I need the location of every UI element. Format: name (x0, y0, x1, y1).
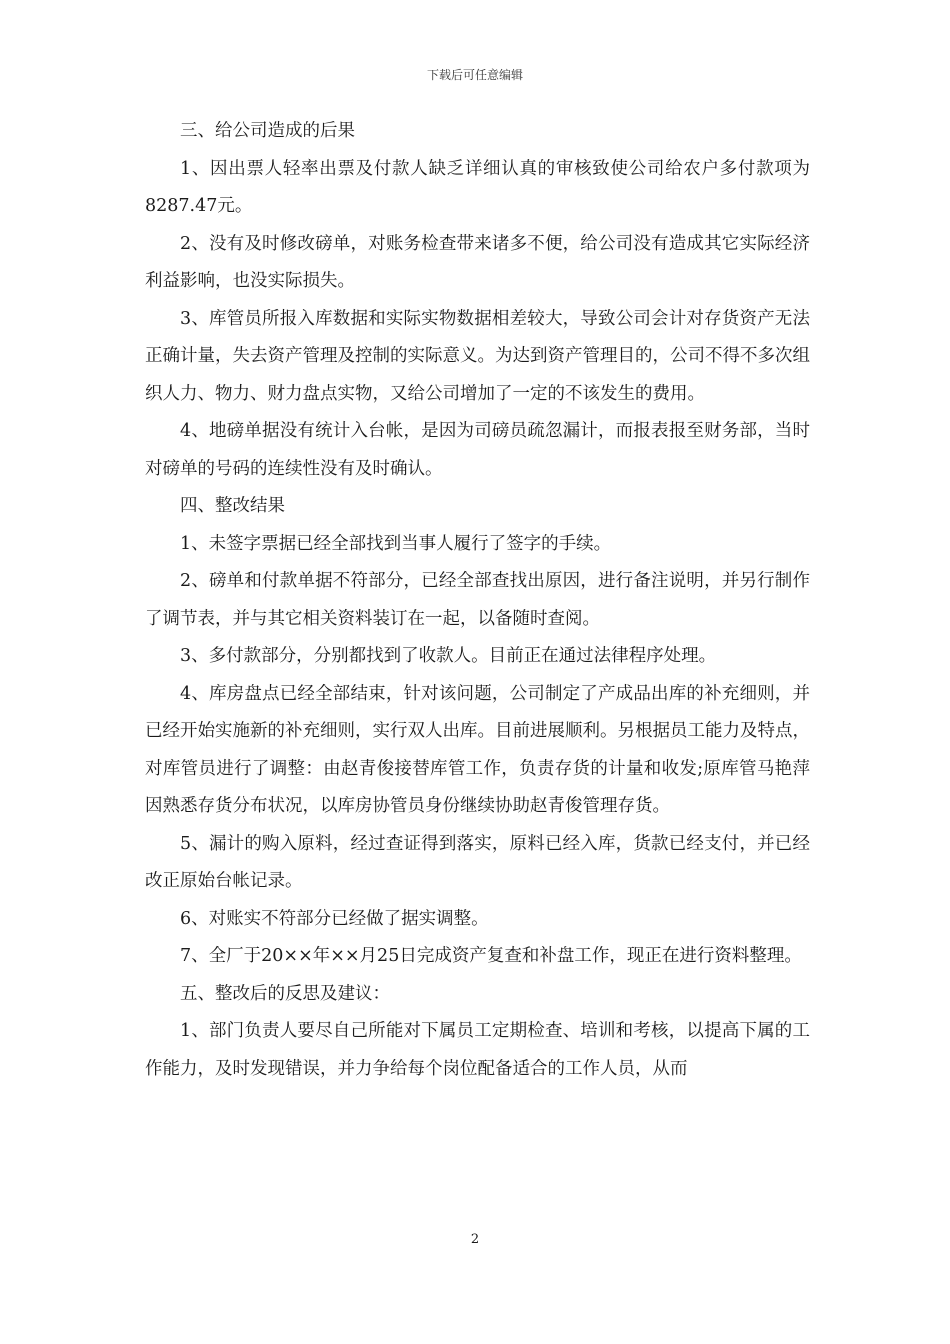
section-heading-consequences: 三、给公司造成的后果 (180, 121, 355, 141)
paragraph: 1、因出票人轻率出票及付款人缺乏详细认真的审核致使公司给农户多付款项为8287.47元。 (145, 158, 810, 216)
paragraph: 1、未签字票据已经全部找到当事人履行了签字的手续。 (180, 533, 612, 554)
paragraph: 3、多付款部分，分别都找到了收款人。目前正在通过法律程序处理。 (180, 646, 717, 666)
paragraph: 1、部门负责人要尽自己所能对下属员工定期检查、培训和考核，以提高下属的工作能力，及时发现错误，并力争给每个岗位配备适合的工作人员，从而 (145, 1021, 810, 1079)
paragraph: 7、全厂于20××年××月25日完成资产复查和补盘工作，现正在进行资料整理。 (180, 946, 802, 966)
page-header: 下载后可任意编辑 (426, 68, 523, 82)
section-heading-reflection: 五、整改后的反思及建议： (180, 983, 390, 1004)
page-number: 2 (470, 1232, 480, 1247)
paragraph: 6、对账实不符部分已经做了据实调整。 (180, 908, 489, 929)
paragraph: 5、漏计的购入原料，经过查证得到落实，原料已经入库，货款已经支付，并已经改正原始台帐记录。 (145, 833, 810, 891)
section-heading-results: 四、整改结果 (180, 496, 285, 516)
document-body (145, 113, 810, 1088)
paragraph: 2、磅单和付款单据不符部分，已经全部查找出原因，进行备注说明，并另行制作了调节表，并与其它相关资料装订在一起，以备随时查阅。 (145, 571, 810, 629)
paragraph: 4、库房盘点已经全部结束，针对该问题，公司制定了产成品出库的补充细则，并已经开始实施新的补充细则，实行双人出库。目前进展顺利。另根据员工能力及特点，对库管员进行了调整：由赵青俊接替库管工作，负责存货的计量和收发;原库管马艳萍因熟悉存货分布状况，以库房协管员身份继续协助赵青俊管理存货。 (145, 683, 810, 816)
paragraph: 4、地磅单据没有统计入台帐，是因为司磅员疏忽漏计，而报表报至财务部，当时对磅单的号码的连续性没有及时确认。 (145, 421, 810, 479)
paragraph: 3、库管员所报入库数据和实际实物数据相差较大，导致公司会计对存货资产无法正确计量，失去资产管理及控制的实际意义。为达到资产管理目的，公司不得不多次组织人力、物力、财力盘点实物，又给公司增加了一定的不该发生的费用。 (145, 308, 810, 404)
paragraph: 2、没有及时修改磅单，对账务检查带来诸多不便，给公司没有造成其它实际经济利益影响，也没实际损失。 (145, 233, 810, 291)
